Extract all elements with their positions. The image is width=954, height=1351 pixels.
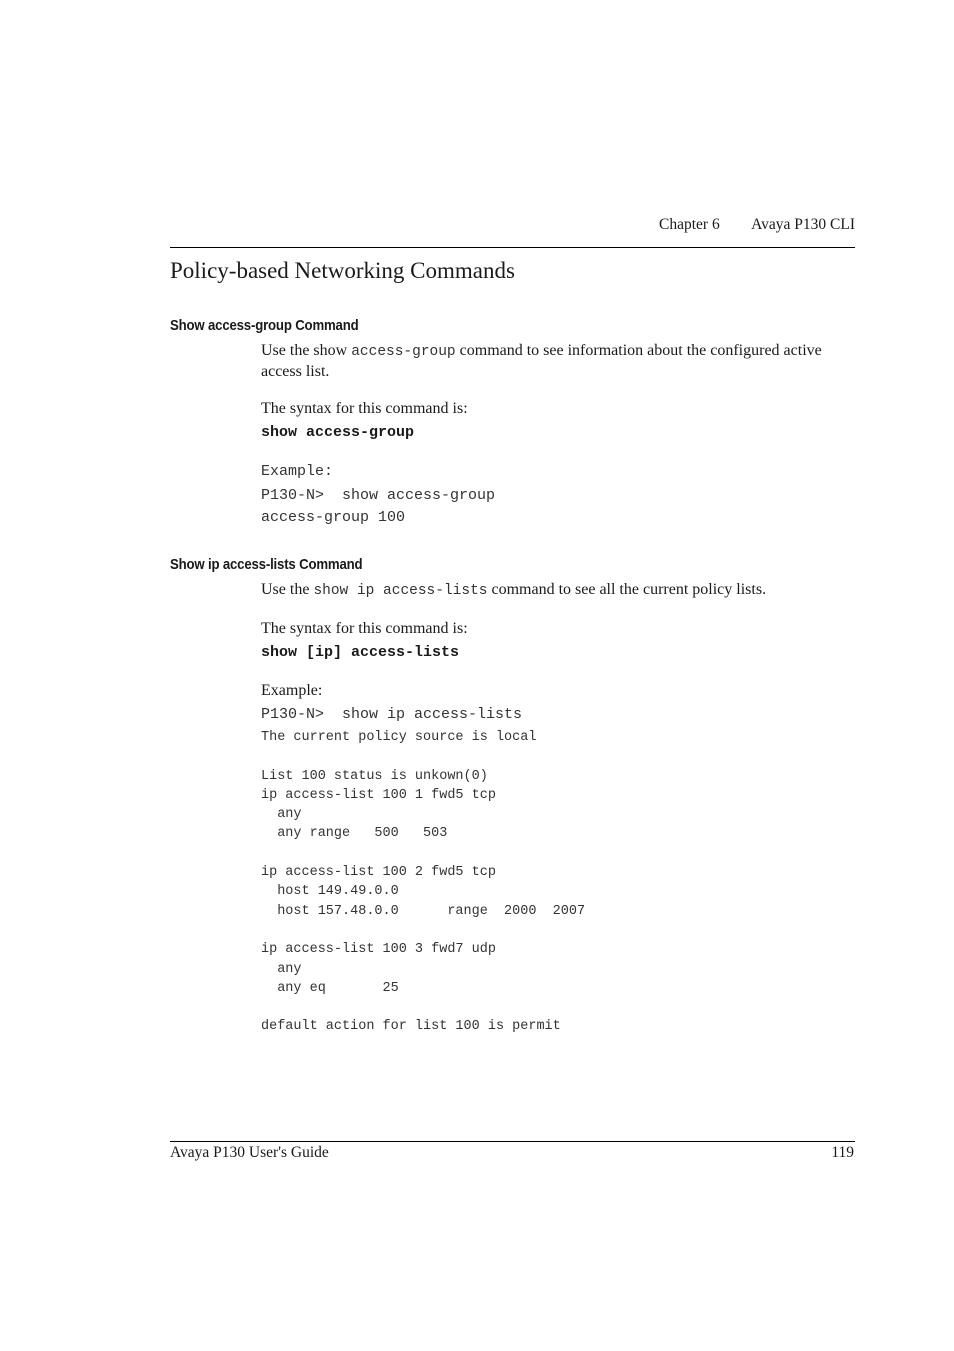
example-prompt: P130-N> show access-group bbox=[261, 487, 496, 504]
example-output: access-group 100 bbox=[261, 509, 406, 526]
inline-code: access-group bbox=[351, 344, 456, 360]
description-text: Use the show bbox=[261, 342, 352, 359]
syntax-label: The syntax for this command is: bbox=[261, 400, 468, 417]
syntax-command: show [ip] access-lists bbox=[261, 644, 460, 661]
syntax-command: show access-group bbox=[261, 424, 415, 441]
example-label: Example: bbox=[261, 463, 334, 480]
section-heading-show-access-group: Show access-group Command bbox=[170, 317, 359, 334]
example-label: Example: bbox=[261, 682, 323, 699]
example-output: The current policy source is local List 100 status is unkown(0) ip access-list 100 1 fwd5 tcp any any range 500 503 ip access-list 100 2 fwd5 tcp host 149.49.0.0 host 157.48.0.0 range 2000 2007 ip access-list 100 3 fwd7 udp any any eq 25 default action for list 100 is permit bbox=[261, 730, 586, 1035]
inline-code: show ip access-lists bbox=[313, 583, 488, 599]
section-heading-show-ip-access-lists: Show ip access-lists Command bbox=[170, 556, 363, 573]
footer-rule bbox=[170, 1141, 855, 1142]
description-text: Use the bbox=[261, 581, 314, 598]
footer-guide-title: Avaya P130 User's Guide bbox=[170, 1144, 329, 1161]
syntax-label: The syntax for this command is: bbox=[261, 620, 468, 637]
running-head-chapter: Chapter 6 bbox=[659, 216, 720, 233]
description-text: command to see information about the configured active access list. bbox=[261, 342, 822, 380]
description-text: command to see all the current policy lists. bbox=[487, 581, 767, 598]
section-description bbox=[261, 341, 855, 382]
section-description bbox=[261, 580, 855, 601]
page-number: 119 bbox=[831, 1144, 854, 1161]
header-rule bbox=[170, 247, 855, 248]
example-prompt: P130-N> show ip access-lists bbox=[261, 706, 523, 723]
running-head-title: Avaya P130 CLI bbox=[751, 216, 855, 233]
page-title: Policy-based Networking Commands bbox=[170, 258, 515, 283]
